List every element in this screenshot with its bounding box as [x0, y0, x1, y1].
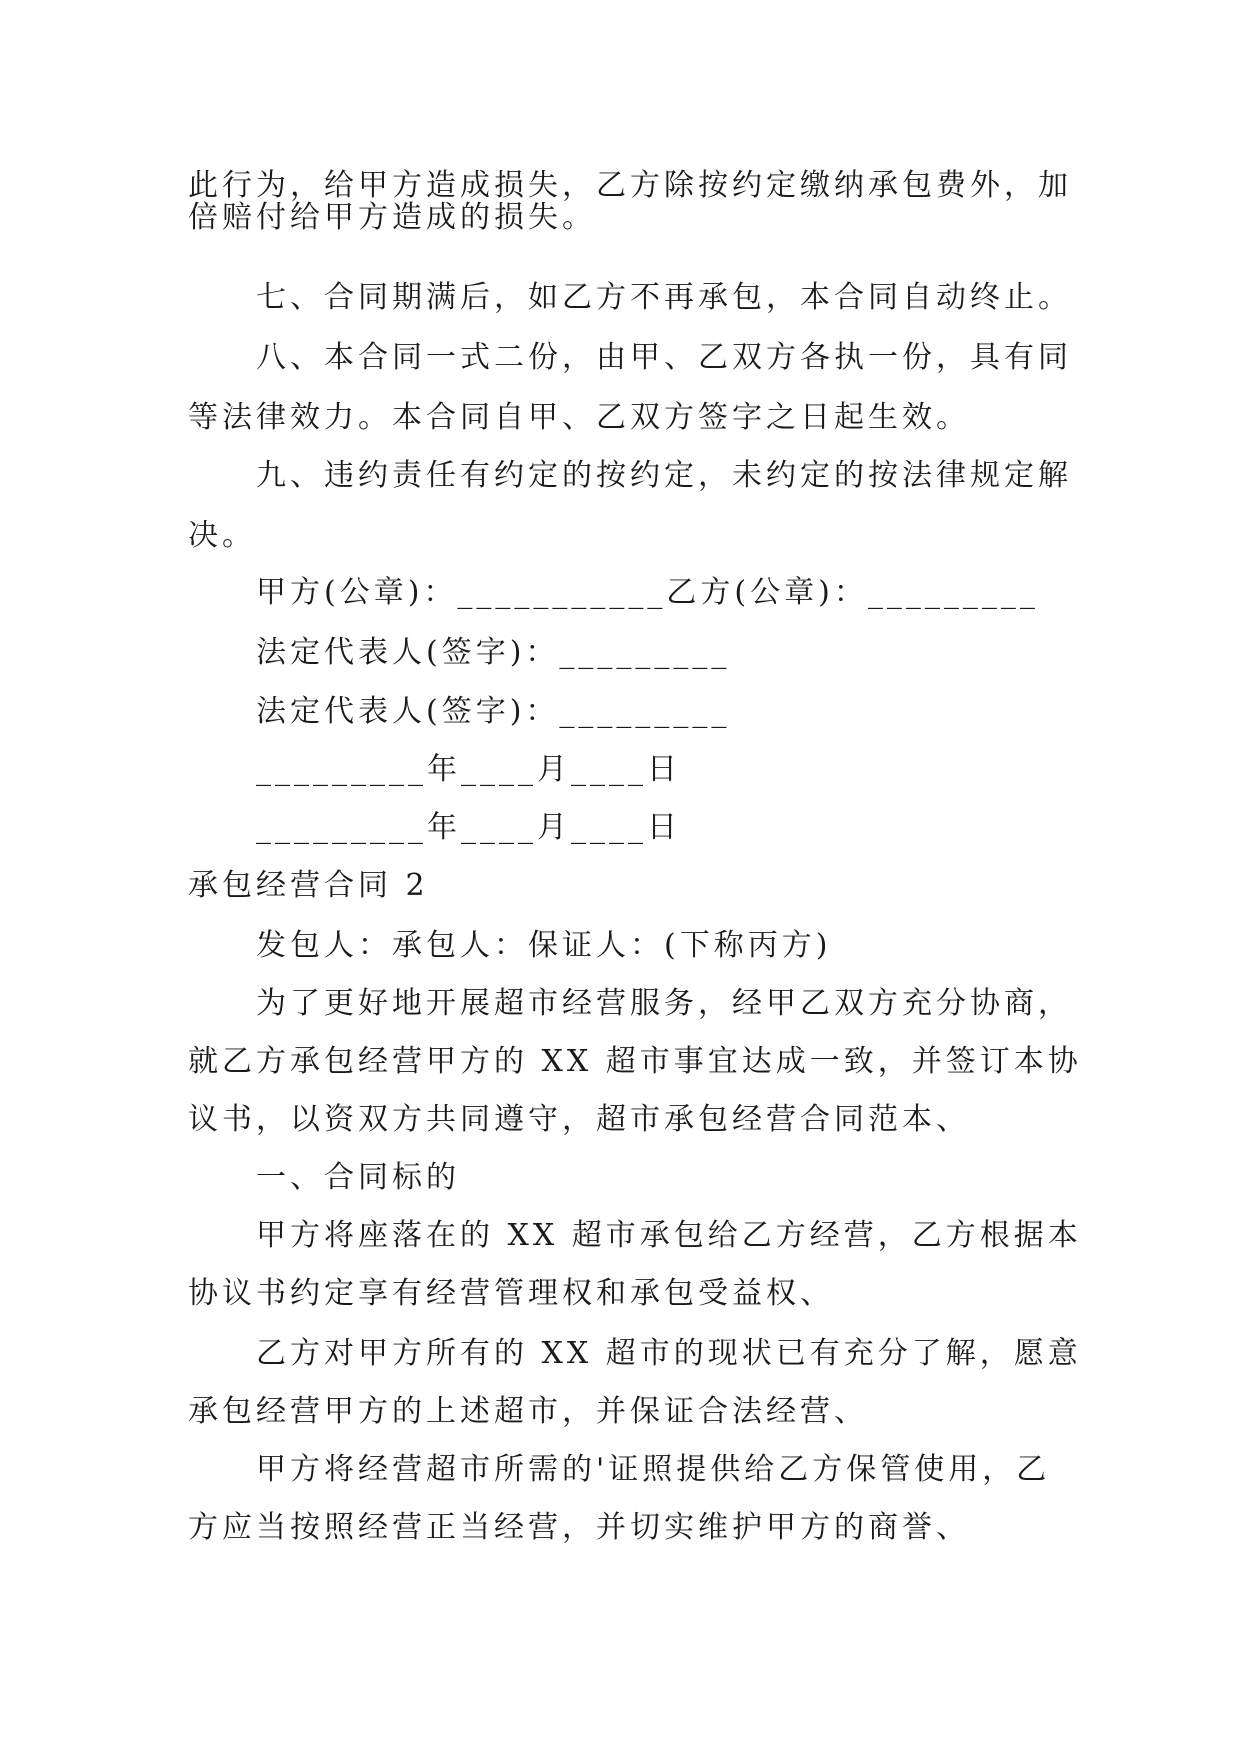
paragraph-line: 七、合同期满后，如乙方不再承包，本合同自动终止。: [256, 280, 1072, 315]
paragraph-line: 议书，以资双方共同遵守，超市承包经营合同范本、: [188, 1102, 970, 1137]
paragraph-line: 决。: [188, 518, 256, 553]
paragraph-line: 此行为，给甲方造成损失，乙方除按约定缴纳承包费外，加: [188, 168, 1072, 203]
signature-line-representative: 法定代表人(签字)：_________: [256, 635, 731, 670]
signature-line-party-a-b: 甲方(公章)：___________乙方(公章)：_________: [256, 575, 1039, 610]
paragraph-line: 甲方将座落在的 XX 超市承包给乙方经营，乙方根据本: [256, 1218, 1082, 1253]
section-title: 承包经营合同 2: [188, 868, 429, 903]
paragraph-line: 九、违约责任有约定的按约定，未约定的按法律规定解: [256, 458, 1072, 493]
paragraph-line: 甲方将经营超市所需的'证照提供给乙方保管使用，乙: [256, 1452, 1051, 1487]
paragraph-line: 方应当按照经营正当经营，并切实维护甲方的商誉、: [188, 1510, 970, 1545]
paragraph-line: 乙方对甲方所有的 XX 超市的现状已有充分了解，愿意: [256, 1336, 1082, 1371]
clause-heading: 一、合同标的: [256, 1160, 460, 1195]
paragraph-line: 倍赔付给甲方造成的损失。: [188, 200, 596, 235]
paragraph-line: 就乙方承包经营甲方的 XX 超市事宜达成一致，并签订本协: [188, 1044, 1082, 1079]
date-line: _________年____月____日: [256, 810, 681, 845]
paragraph-line: 承包经营甲方的上述超市，并保证合法经营、: [188, 1394, 868, 1429]
parties-line: 发包人：承包人：保证人：(下称丙方): [256, 928, 832, 963]
paragraph-line: 等法律效力。本合同自甲、乙双方签字之日起生效。: [188, 400, 970, 435]
signature-line-representative: 法定代表人(签字)：_________: [256, 694, 731, 729]
paragraph-line: 八、本合同一式二份，由甲、乙双方各执一份，具有同: [256, 340, 1072, 375]
paragraph-line: 为了更好地开展超市经营服务，经甲乙双方充分协商，: [256, 986, 1072, 1021]
date-line: _________年____月____日: [256, 752, 681, 787]
paragraph-line: 协议书约定享有经营管理权和承包受益权、: [188, 1276, 834, 1311]
